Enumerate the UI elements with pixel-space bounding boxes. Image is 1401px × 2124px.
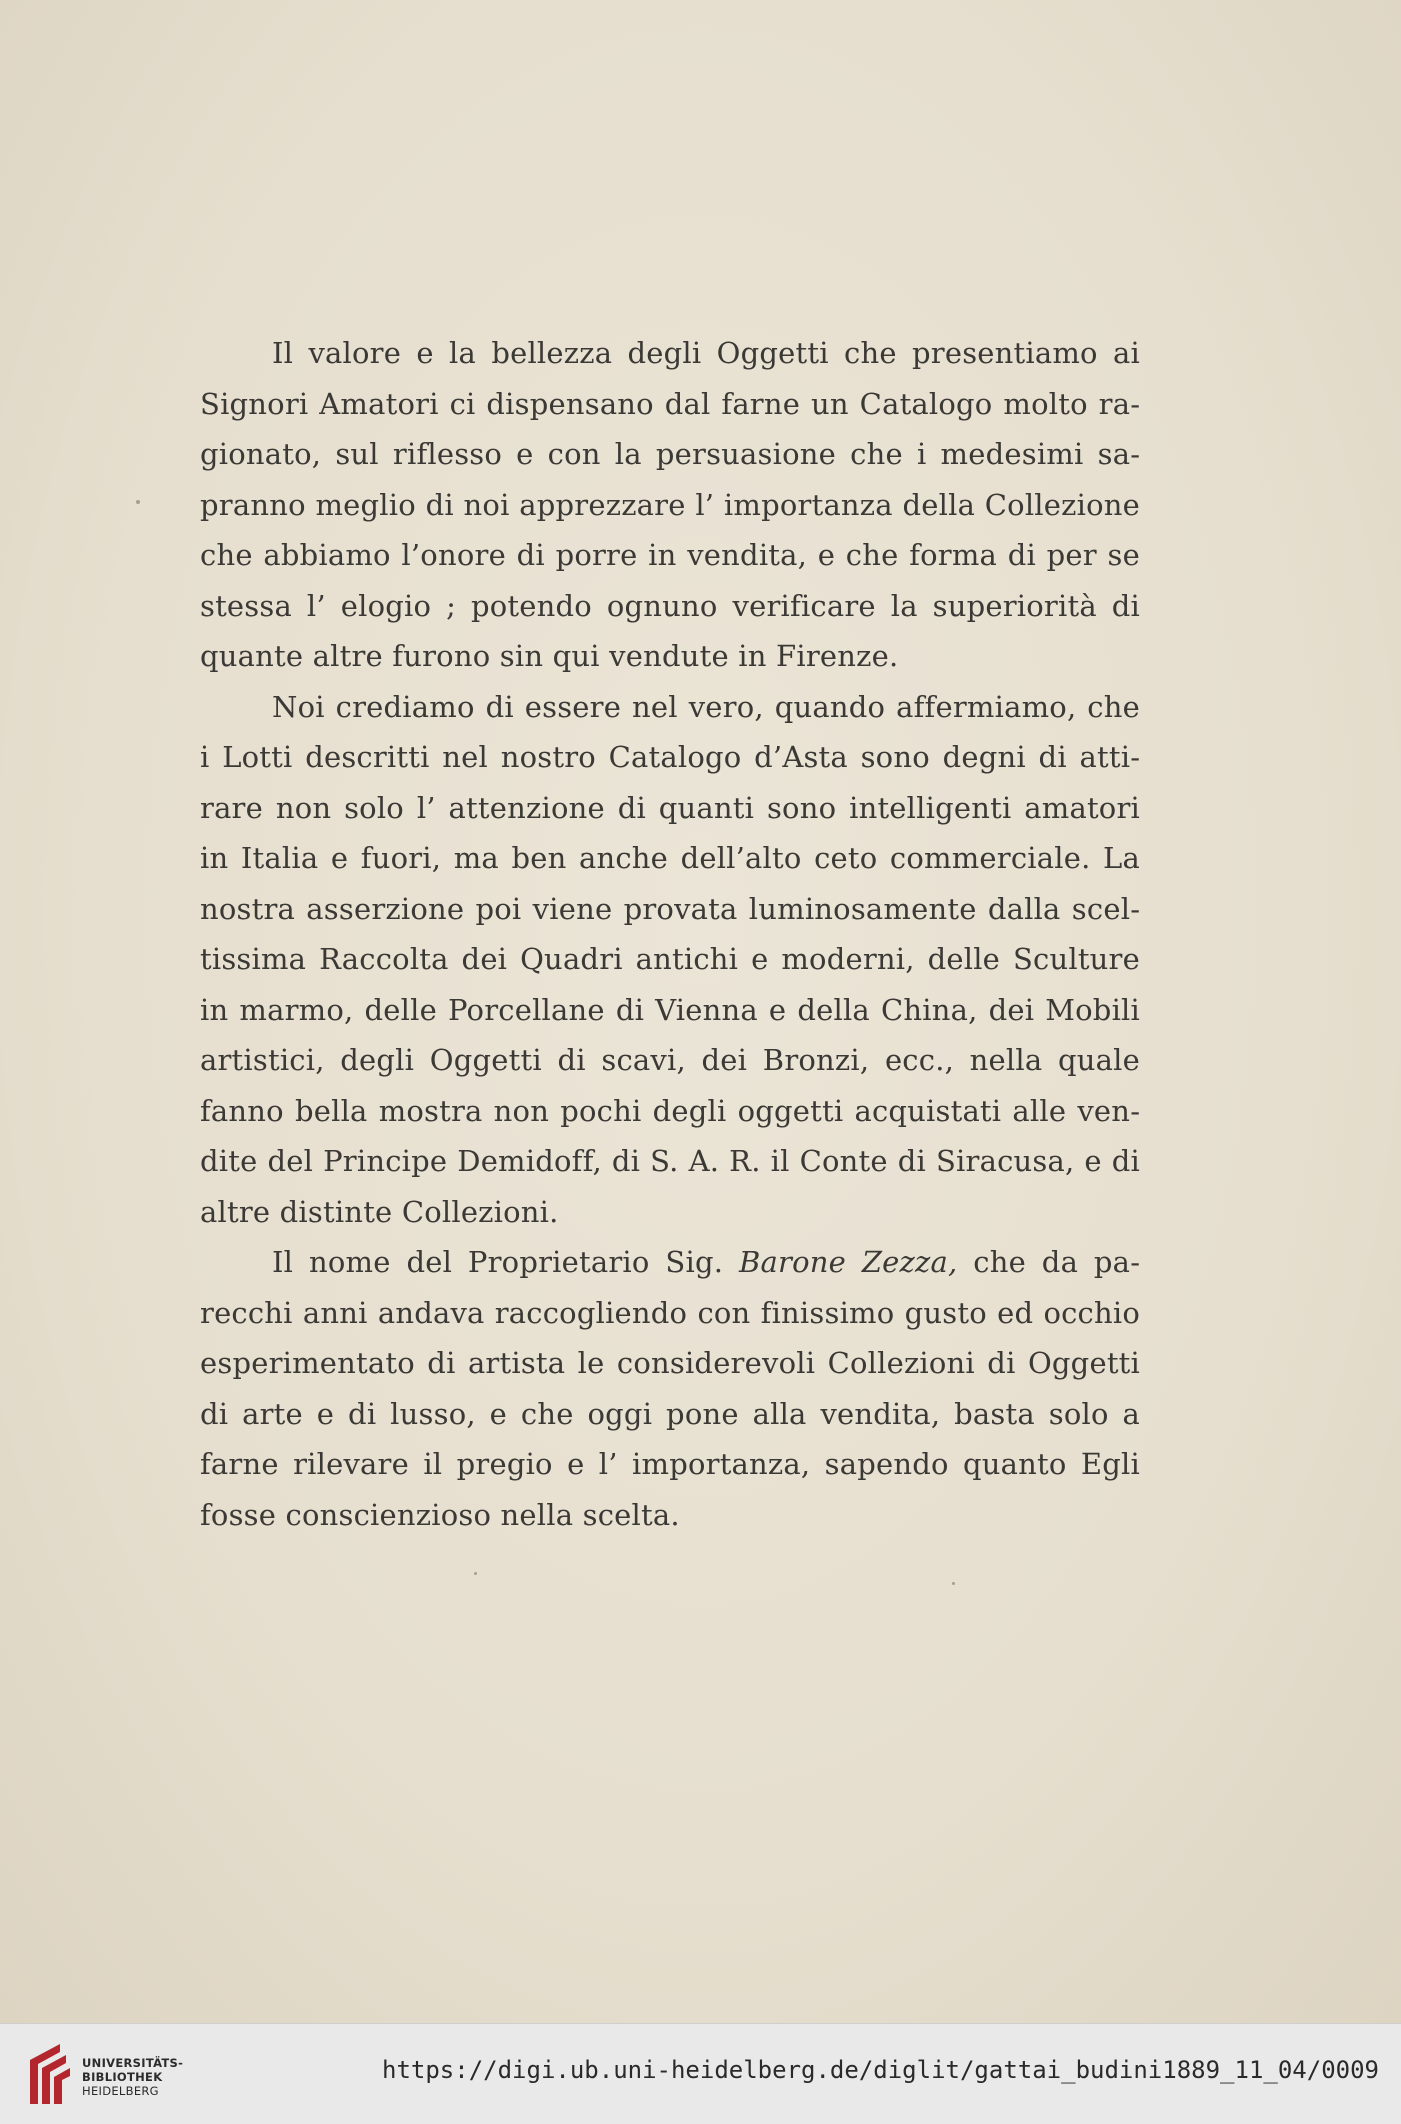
library-name: [82, 2056, 183, 2098]
document-body: [200, 328, 1140, 1540]
paragraph-2-text: Noi crediamo di essere nel vero, quando affermiamo, che i Lotti descritti nel nostro Catalogo d’Asta sono degni di attirare non solo l’ attenzione di quanti sono intelligenti amatori in Italia e fuori, ma ben anche dell’alto ceto commerciale. La nostra asserzione poi viene provata luminosamente dalla sceltissima Raccolta dei Quadri antichi e moderni, delle Sculture in marmo, delle Porcellane di Vienna e della China, dei Mobili artistici, degli Oggetti di scavi, dei Bronzi, ecc., nella quale fanno bella mostra non pochi degli oggetti acquistati alle vendite del Principe Demidoff, di S. A. R. il Conte di Siracusa, e di altre distinte Collezioni.: [200, 689, 1140, 1229]
paper-speck: [136, 500, 140, 504]
paragraph-3-text-before: Il nome del Proprietario Sig.: [272, 1245, 739, 1279]
paragraph-3: [200, 1237, 1140, 1540]
library-name-line1: UNIVERSITÄTS-: [82, 2056, 184, 2070]
paragraph-2: [200, 682, 1140, 1238]
paragraph-3-emphasis: Barone Zezza,: [739, 1245, 958, 1279]
viewer-footer: [0, 2023, 1401, 2124]
university-library-logo-icon: [20, 2038, 76, 2110]
paper-speck: [474, 1572, 477, 1575]
permalink-url[interactable]: https://digi.ub.uni-heidelberg.de/diglit/gattai_budini1889_11_04/0009: [382, 2056, 1379, 2084]
paragraph-1-text: Il valore e la bellezza degli Oggetti che presentiamo ai Signori Amatori ci dispensano dal farne un Catalogo molto ragionato, sul riflesso e con la persuasione che i medesimi sapranno meglio di noi apprezzare l’ importanza della Collezione che abbiamo l’onore di porre in vendita, e che forma di per se stessa l’ elogio ; potendo ognuno verificare la superiorità di quante altre furono sin qui vendute in Firenze.: [200, 336, 1140, 673]
paper-speck: [952, 1582, 955, 1585]
paragraph-3-text-after: che da parecchi anni andava raccogliendo con finissimo gusto ed occhio esperimentato di artista le considerevoli Collezioni di Oggetti di arte e di lusso, e che oggi pone alla vendita, basta solo a farne rilevare il pregio e l’ importanza, sapendo quanto Egli fosse conscienzioso nella scelta.: [200, 1245, 1140, 1532]
library-name-line2: BIBLIOTHEK: [82, 2070, 163, 2084]
library-name-line3: HEIDELBERG: [82, 2084, 159, 2098]
paragraph-1: [200, 328, 1140, 682]
